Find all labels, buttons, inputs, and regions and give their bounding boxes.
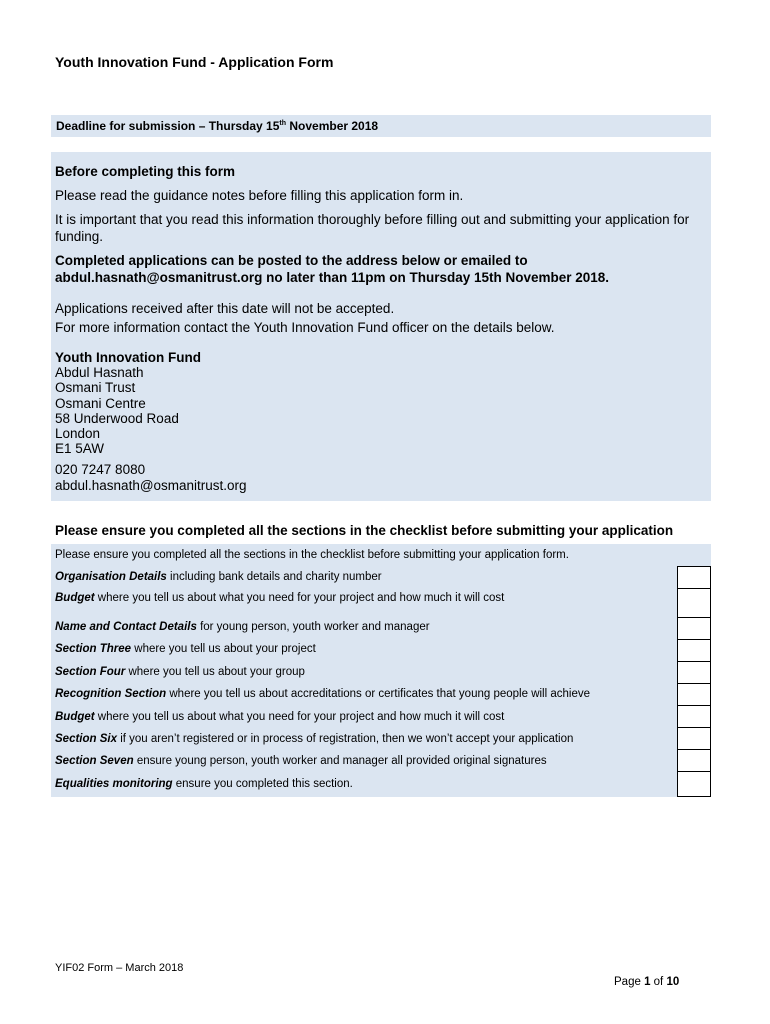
checkbox-section-four[interactable] [677,661,711,684]
guidance-note: Please read the guidance notes before filling this application form in. [55,188,464,203]
checklist-item [55,621,430,633]
important-note: It is important that you read this information thoroughly before filling out and submitting your application for funding. [55,212,690,244]
form-title: Youth Innovation Fund - Application Form [55,54,334,70]
item-label: Section Three [55,643,132,655]
address-line: 58 Underwood Road [55,410,179,426]
deadline-banner [51,115,711,137]
address-line: Abdul Hasnath [55,365,144,380]
page-mid: of [650,976,667,988]
item-text: where you tell us about your project [131,643,316,655]
item-text: including bank details and charity number [166,571,382,583]
item-label: Recognition Section [55,688,167,700]
checklist-item [55,666,305,678]
page-total: 10 [666,976,680,988]
checklist-item [55,733,573,745]
item-text: where you tell us about what you need for your project and how much it will cost [94,592,505,604]
item-label: Section Six [55,733,117,745]
contact-phone: 020 7247 8080 [55,461,146,477]
item-text: if you aren’t registered or in process of registration, then we won’t accept your application [117,733,574,745]
checkbox-section-three[interactable] [677,639,711,662]
address-line: Osmani Centre [55,395,146,411]
submission-line-1: Completed applications can be posted to the address below or emailed to [55,253,528,268]
checklist-item [55,571,382,583]
checklist-item [55,592,504,604]
checkbox-section-seven[interactable] [677,749,711,772]
item-text: ensure you completed this section. [172,778,353,790]
contact-heading: Youth Innovation Fund [55,350,201,365]
item-label: Name and Contact Details [55,621,197,633]
checklist-item [55,643,316,655]
address-line: London [55,426,101,442]
before-completing-panel [51,152,711,501]
checklist-item [55,688,590,700]
address-line: Osmani Trust [55,380,136,396]
checkbox-budget[interactable] [677,588,711,618]
page-number [614,976,679,988]
page-current: 1 [644,976,651,988]
contact-email: abdul.hasnath@osmanitrust.org [55,477,247,493]
address-line: E1 5AW [55,441,105,457]
item-label: Budget [55,592,95,604]
checkbox-organisation-details[interactable] [677,566,711,589]
item-label: Organisation Details [55,571,167,583]
deadline-prefix: Deadline for submission – Thursday 15 [56,119,280,133]
checkbox-equalities[interactable] [677,771,711,797]
checklist-item [55,778,353,790]
checkbox-name-contact[interactable] [677,617,711,640]
checklist-heading: Please ensure you completed all the sections in the checklist before submitting your application [55,523,674,538]
checkbox-budget-2[interactable] [677,705,711,728]
checklist-panel [51,544,711,797]
deadline-suffix: November 2018 [286,119,379,133]
item-label: Section Four [55,666,126,678]
before-heading: Before completing this form [55,164,236,179]
contact-address [55,365,705,457]
item-text: for young person, youth worker and manager [196,621,430,633]
checkbox-recognition[interactable] [677,683,711,706]
item-text: where you tell us about your group [125,666,305,678]
item-label: Equalities monitoring [55,778,173,790]
item-text: where you tell us about accreditations or certificates that young people will achieve [166,688,590,700]
item-text: ensure young person, youth worker and manager all provided original signatures [133,755,547,767]
item-label: Section Seven [55,755,134,767]
checklist-item [55,711,504,723]
page-prefix: Page [614,976,645,988]
late-note: Applications received after this date will not be accepted. [55,301,395,316]
submission-line-2: abdul.hasnath@osmanitrust.org no later than 11pm on Thursday 15th November 2018. [55,270,610,285]
item-text: where you tell us about what you need for your project and how much it will cost [94,711,505,723]
more-info-note: For more information contact the Youth Innovation Fund officer on the details below. [55,320,555,335]
checklist-intro: Please ensure you completed all the sections in the checklist before submitting your application form. [55,549,569,561]
form-reference: YIF02 Form – March 2018 [55,962,184,974]
checkbox-section-six[interactable] [677,727,711,750]
checklist-item [55,755,547,767]
deadline-sup: th [279,120,287,127]
item-label: Budget [55,711,95,723]
